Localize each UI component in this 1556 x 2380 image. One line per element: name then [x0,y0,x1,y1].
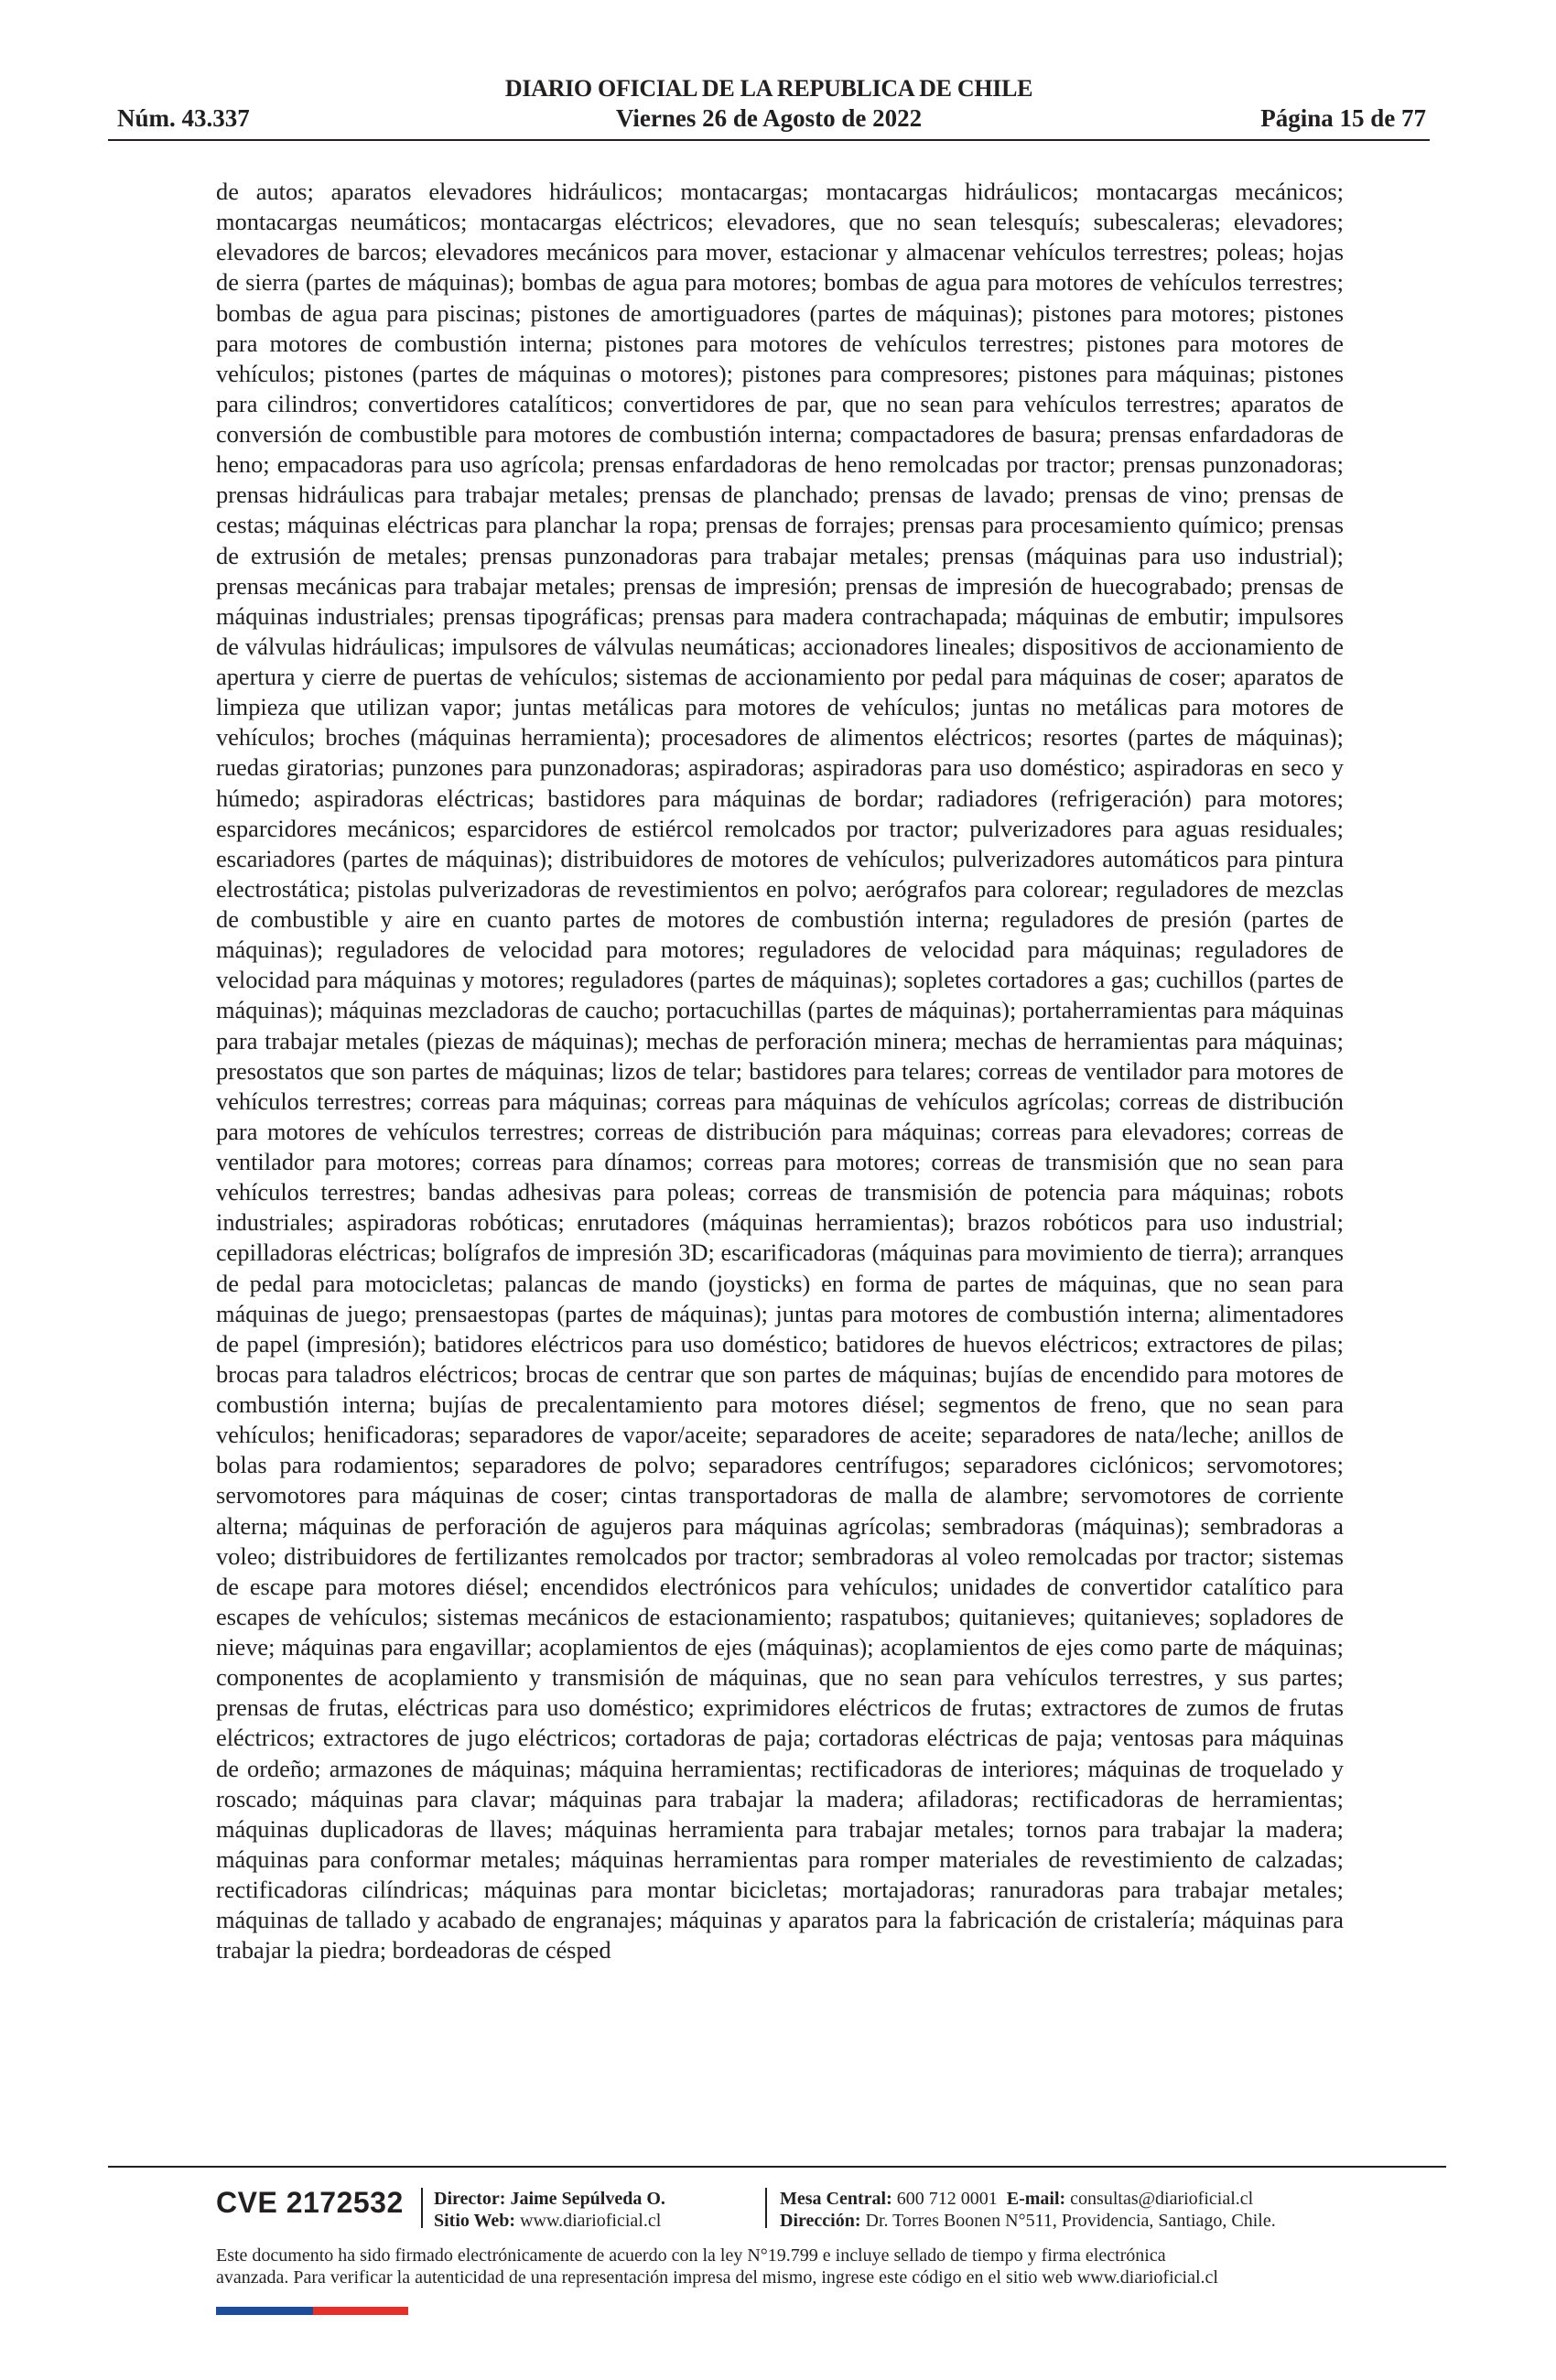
legal-line-2: avanzada. Para verificar la autenticidad de una representación impresa del mismo, ingrese este código en el sitio web www.diarioficial.cl [216,2267,1218,2288]
footer-director-block [434,2188,665,2232]
header-divider [108,139,1430,141]
page-number: Página 15 de 77 [1260,104,1426,132]
mesa-phone: 600 712 0001 [896,2189,998,2209]
flag-stripe-red [313,2307,408,2315]
page-header [108,75,1430,135]
email-label: E-mail: [1006,2189,1066,2209]
web-link[interactable]: www.diarioficial.cl [520,2211,662,2231]
direccion-value: Dr. Torres Boonen N°511, Providencia, Santiago, Chile. [865,2211,1276,2231]
legal-line-1: Este documento ha sido firmado electrónicamente de acuerdo con la ley N°19.799 e incluye sellado de tiempo y firma electrónica [216,2245,1166,2266]
footer-separator [421,2188,423,2228]
web-label: Sitio Web: [434,2211,516,2231]
legal-notice [216,2245,1388,2288]
footer-separator [765,2188,767,2228]
direccion-label: Dirección: [780,2211,861,2231]
director-label: Director: [434,2189,506,2209]
body-paragraph: de autos; aparatos elevadores hidráulicos; montacargas; montacargas hidráulicos; montacargas mecánicos; montacargas neumáticos; montacargas eléctricos; elevadores, que no sean telesquís; subescaleras; elevadores; elevadores de barcos; elevadores mecánicos para mover, estacionar y almacenar vehículos terrestres; poleas; hojas de sierra (partes de máquinas); bombas de agua para motores; bombas de agua para motores de vehículos terrestres; bombas de agua para piscinas; pistones de amortiguadores (partes de máquinas); pistones para motores; pistones para motores de combustión interna; pistones para motores de vehículos terrestres; pistones para motores de vehículos; pistones (partes de máquinas o motores); pistones para compresores; pistones para máquinas; pistones para cilindros; convertidores catalíticos; convertidores de par, que no sean para vehículos terrestres; aparatos de conversión de combustible para motores de combustión interna; compactadores de basura; prensas enfardadoras de heno; empacadoras para uso agrícola; prensas enfardadoras de heno remolcadas por tractor; prensas punzonadoras; prensas hidráulicas para trabajar metales; prensas de planchado; prensas de lavado; prensas de vino; prensas de cestas; máquinas eléctricas para planchar la ropa; prensas de forrajes; prensas para procesamiento químico; prensas de extrusión de metales; prensas punzonadoras para trabajar metales; prensas (máquinas para uso industrial); prensas mecánicas para trabajar metales; prensas de impresión; prensas de impresión de huecograbado; prensas de máquinas industriales; prensas tipográficas; prensas para madera contrachapada; máquinas de embutir; impulsores de válvulas hidráulicas; impulsores de válvulas neumáticas; accionadores lineales; dispositivos de accionamiento de apertura y cierre de puertas de vehículos; sistemas de accionamiento por pedal para máquinas de coser; aparatos de limpieza que utilizan vapor; juntas metálicas para motores de vehículos; juntas no metálicas para motores de vehículos; broches (máquinas herramienta); procesadores de alimentos eléctricos; resortes (partes de máquinas); ruedas giratorias; punzones para punzonadoras; aspiradoras; aspiradoras para uso doméstico; aspiradoras en seco y húmedo; aspiradoras eléctricas; bastidores para máquinas de bordar; radiadores (refrigeración) para motores; esparcidores mecánicos; esparcidores de estiércol remolcados por tractor; pulverizadores para aguas residuales; escariadores (partes de máquinas); distribuidores de motores de vehículos; pulverizadores automáticos para pintura electrostática; pistolas pulverizadoras de revestimientos en polvo; aerógrafos para colorear; reguladores de mezclas de combustible y aire en cuanto partes de motores de combustión interna; reguladores de presión (partes de máquinas); reguladores de velocidad para motores; reguladores de velocidad para máquinas; reguladores de velocidad para máquinas y motores; reguladores (partes de máquinas); sopletes cortadores a gas; cuchillos (partes de máquinas); máquinas mezcladoras de caucho; portacuchillas (partes de máquinas); portaherramientas para máquinas para trabajar metales (piezas de máquinas); mechas de perforación minera; mechas de herramientas para máquinas; presostatos que son partes de máquinas; lizos de telar; bastidores para telares; correas de ventilador para motores de vehículos terrestres; correas para máquinas; correas para máquinas de vehículos agrícolas; correas de distribución para motores de vehículos terrestres; correas de distribución para máquinas; correas para elevadores; correas de ventilador para motores; correas para dínamos; correas para motores; correas de transmisión que no sean para vehículos terrestres; bandas adhesivas para poleas; correas de transmisión de potencia para máquinas; robots industriales; aspiradoras robóticas; enrutadores (máquinas herramientas); brazos robóticos para uso industrial; cepilladoras eléctricas; bolígrafos de impresión 3D; escarificadoras (máquinas para movimiento de tierra); arranques de pedal para motocicletas; palancas de mando (joysticks) en forma de partes de máquinas, que no sean para máquinas de juego; prensaestopas (partes de máquinas); juntas para motores de combustión interna; alimentadores de papel (impresión); batidores eléctricos para uso doméstico; batidores de huevos eléctricos; extractores de pilas; brocas para taladros eléctricos; brocas de centrar que son partes de máquinas; bujías de encendido para motores de combustión interna; bujías de precalentamiento para motores diésel; segmentos de freno, que no sean para vehículos; henificadoras; separadores de vapor/aceite; separadores de aceite; separadores de nata/leche; anillos de bolas para rodamientos; separadores de polvo; separadores centrífugos; separadores ciclónicos; servomotores; servomotores para máquinas de coser; cintas transportadoras de malla de alambre; servomotores de corriente alterna; máquinas de perforación de agujeros para máquinas agrícolas; sembradoras (máquinas); sembradoras a voleo; distribuidores de fertilizantes remolcados por tractor; sembradoras al voleo remolcadas por tractor; sistemas de escape para motores diésel; encendidos electrónicos para vehículos; unidades de convertidor catalítico para escapes de vehículos; sistemas mecánicos de estacionamiento; raspatubos; quitanieves; quitanieves; sopladores de nieve; máquinas para engavillar; acoplamientos de ejes (máquinas); acoplamientos de ejes como parte de máquinas; componentes de acoplamiento y transmisión de máquinas, que no sean para vehículos terrestres, y sus partes; prensas de frutas, eléctricas para uso doméstico; exprimidores eléctricos de frutas; extractores de zumos de frutas eléctricos; extractores de jugo eléctricos; cortadoras de paja; cortadoras eléctricas de paja; ventosas para máquinas de ordeño; armazones de máquinas; máquina herramientas; rectificadoras de interiores; máquinas de troquelado y roscado; máquinas para clavar; máquinas para trabajar la madera; afiladoras; rectificadoras de herramientas; máquinas duplicadoras de llaves; máquinas herramienta para trabajar metales; tornos para trabajar la madera; máquinas para conformar metales; máquinas herramientas para romper materiales de revestimiento de calzadas; rectificadoras cilíndricas; máquinas para montar bicicletas; mortajadoras; ranuradoras para trabajar metales; máquinas de tallado y acabado de engranajes; máquinas y aparatos para la fabricación de cristalería; máquinas para trabajar la piedra; bordeadoras de césped [216,178,1344,1964]
email-link[interactable]: consultas@diarioficial.cl [1070,2189,1254,2209]
cve-code: CVE 2172532 [216,2186,404,2219]
director-name: Jaime Sepúlveda O. [510,2189,665,2209]
issue-date: Viernes 26 de Agosto de 2022 [615,104,923,132]
flag-stripe-blue [216,2307,313,2315]
issue-number: Núm. 43.337 [117,104,250,132]
mesa-label: Mesa Central: [780,2189,892,2209]
newspaper-title: DIARIO OFICIAL DE LA REPUBLICA DE CHILE [504,75,1033,102]
footer-contact-block [780,2188,1276,2232]
footer-divider [108,2166,1446,2168]
